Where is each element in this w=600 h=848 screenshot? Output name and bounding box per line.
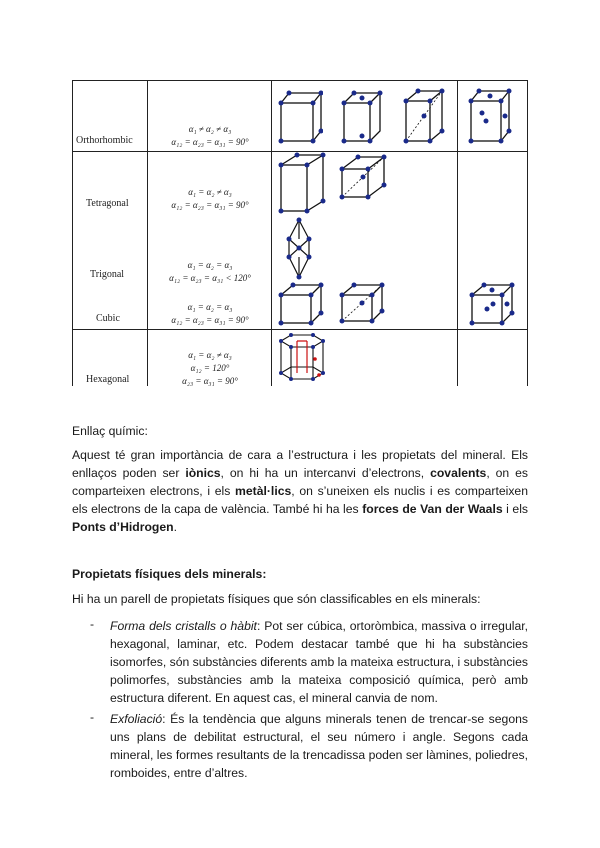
orthorhombic-base-centered-lattice xyxy=(340,87,386,145)
cubic-face-centered-lattice xyxy=(468,281,516,327)
system-equation: α₁ = α₂ ≠ α₃ α₁₂ = 120° α₂₃ = α₃₁ = 90° xyxy=(182,350,238,386)
system-equation: α₁ ≠ α₂ ≠ α₃ α₁₂ = α₂₃ = α₃₁ = 90° xyxy=(171,124,249,147)
system-name: Hexagonal xyxy=(86,374,130,385)
cubic-simple-lattice xyxy=(277,281,325,327)
term-ionic: iònics xyxy=(185,466,221,480)
orthorhombic-face-centered-lattice xyxy=(467,87,513,145)
crystal-systems-table xyxy=(72,80,528,386)
term-hydrogen-bonds: Ponts d’Hidrogen xyxy=(72,520,174,534)
tetragonal-simple-lattice xyxy=(277,151,327,215)
physical-properties-intro: Hi ha un parell de propietats físiques que són classificables en els minerals: xyxy=(72,592,481,606)
term-metallic: metàl·lics xyxy=(235,484,292,498)
tetragonal-body-centered-lattice xyxy=(338,151,388,215)
system-name: Tetragonal xyxy=(86,198,129,209)
bullet-marker: - xyxy=(90,710,95,724)
term-covalent: covalents xyxy=(430,466,487,480)
table-divider-3 xyxy=(457,81,458,386)
list-item-term: Forma dels cristalls o hàbit xyxy=(110,619,257,633)
cubic-body-centered-lattice xyxy=(338,281,386,327)
term-van-der-waals: forces de Van der Waals xyxy=(362,502,503,516)
system-name: Trigonal xyxy=(90,269,125,280)
chemical-bond-label: Enllaç químic: xyxy=(72,424,148,438)
list-item: Exfoliació: És la tendència que alguns minerals tenen de trencar-se segons uns plans de debilitat estructural, el seu número i angle. Segons cada mineral, les formes resultants de la trencadissa poden ser làmines, poliedres, romboides, entre d’altres. xyxy=(110,712,528,780)
orthorhombic-simple-lattice xyxy=(277,87,323,145)
list-item: Forma dels cristalls o hàbit: Pot ser cúbica, ortoròmbica, massiva o irregular, hexagonal, laminar, etc. Podem destacar també que hi ha substàncies isomorfes, són substàncies diferents amb la mateixa estructura, i substàncies polimorfes, substàncies amb la mateixa composició química, però amb estructura diferent. En aquest cas, el mineral canvia de nom. xyxy=(110,619,528,705)
chemical-bond-paragraph: Aquest té gran importància de cara a l’estructura i les propietats del mineral. Els enllaços poden ser iònics, on hi ha un intercanvi d’electrons, covalents, on es comparteixen electrons, i els metàl·lics, on s’uneixen els nuclis i es comparteixen els electrons de la capa de valència. També hi ha les forces de Van der Waals i els Ponts d’Hidrogen. xyxy=(72,448,528,534)
hexagonal-lattice xyxy=(277,331,327,385)
system-name: Orthorhombic xyxy=(76,135,133,146)
trigonal-rhombohedral-lattice xyxy=(284,217,314,281)
system-equation: α₁ = α₂ ≠ α₃ α₁₂ = α₂₃ = α₃₁ = 90° xyxy=(171,187,249,210)
row-separator xyxy=(72,329,528,330)
system-equation: α₁ = α₂ = α₃ α₁₂ = α₂₃ = α₃₁ = 90° xyxy=(171,302,249,325)
table-border-right xyxy=(527,81,528,386)
orthorhombic-body-centered-lattice xyxy=(402,87,448,145)
system-equation: α₁ = α₂ = α₃ α₁₂ = α₂₃ = α₃₁ < 120° xyxy=(169,260,251,283)
physical-properties-heading: Propietats físiques dels minerals: xyxy=(72,567,267,581)
bullet-marker: - xyxy=(90,617,95,631)
table-border-left xyxy=(72,81,73,386)
list-item-term: Exfoliació xyxy=(110,712,163,726)
system-name: Cubic xyxy=(96,313,120,324)
